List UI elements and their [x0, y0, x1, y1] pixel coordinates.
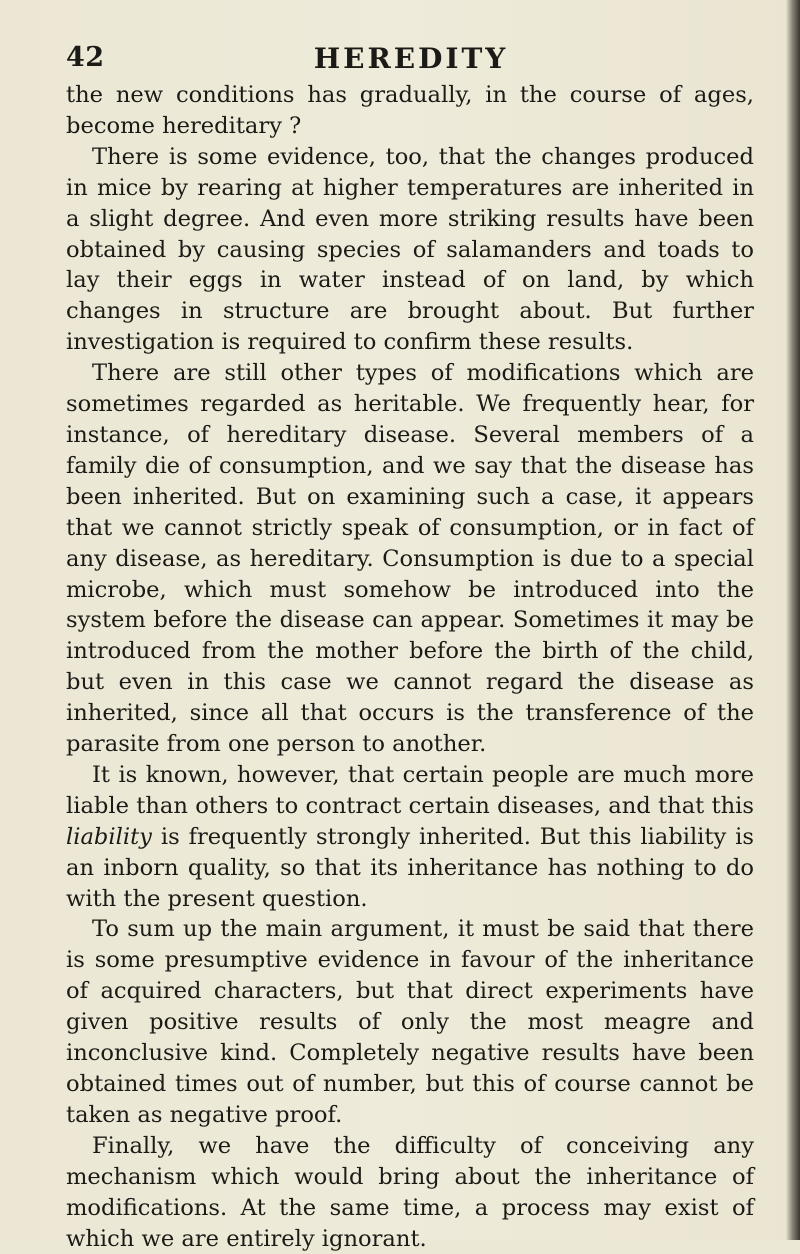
paragraph-4-part-2: is frequently strongly inherited. But this liability is an inborn quality, so that its inheritance has nothing to do with the present question.	[66, 823, 754, 912]
paragraph-4-part-1: It is known, however, that certain people are much more liable than others to contract certain diseases, and that this	[66, 761, 754, 819]
paragraph-5: To sum up the main argument, it must be said that there is some presumptive evidence in favour of the inheritance of acquired characters, but that direct experiments have given positive results of only the most meagre and inconclusive kind. Completely negative results have been obtained times out of number, but this of course cannot be taken as negative proof.	[66, 916, 754, 1128]
page-header	[66, 38, 756, 78]
running-head: HEREDITY	[313, 42, 509, 75]
page-spine-shadow	[786, 0, 800, 1240]
paragraph-6: Finally, we have the difficulty of conceiving any mechanism which would bring about the inheritance of modifications. At the same time, a process may exist of which we are entirely ignorant.	[66, 1132, 754, 1252]
paragraph-2: There is some evidence, too, that the changes produced in mice by rearing at higher temperatures are inherited in a slight degree. And even more striking results have been obtained by causing species of salamanders and toads to lay their eggs in water instead of on land, by which changes in structure are brought about. But further investigation is required to confirm these results.	[66, 143, 754, 356]
paragraph-4	[66, 760, 754, 915]
page-number: 42	[66, 42, 105, 73]
italic-term-liability: liability	[66, 823, 152, 850]
body-text	[66, 80, 754, 1254]
paragraph-3: There are still other types of modifications which are sometimes regarded as heritable. We frequently hear, for instance, of hereditary disease. Several members of a family die of consumption, and we say that the disease has been inherited. But on examining such a case, it appears that we cannot strictly speak of consumption, or in fact of any disease, as hereditary. Consumption is due to a special microbe, which must somehow be introduced into the system before the disease can appear. Sometimes it may be introduced from the mother before the birth of the child, but even in this case we cannot regard the disease as inherited, since all that occurs is the transference of the parasite from one person to another.	[66, 360, 754, 758]
paragraph-1: the new conditions has gradually, in the course of ages, become hereditary ?	[66, 82, 754, 139]
